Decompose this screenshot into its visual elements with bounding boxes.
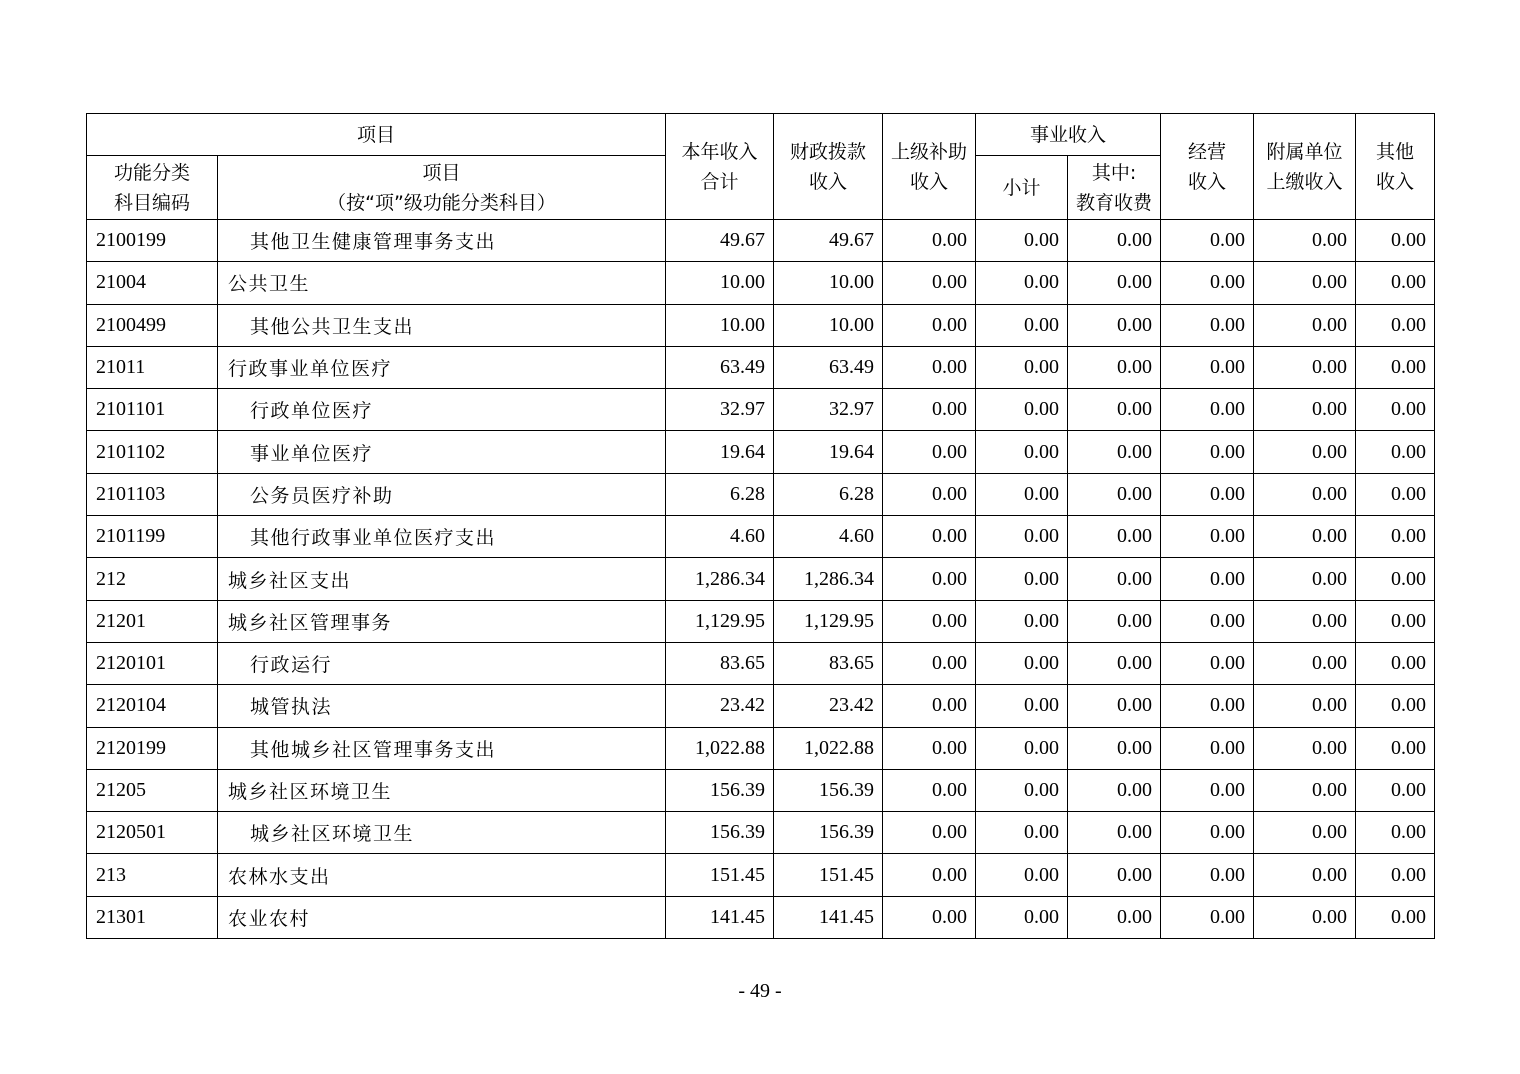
row-edu-fee: 0.00 xyxy=(1068,600,1161,642)
page-number: - 49 - xyxy=(738,980,782,1002)
row-other: 0.00 xyxy=(1356,220,1435,262)
row-edu-fee: 0.00 xyxy=(1068,346,1161,388)
row-other: 0.00 xyxy=(1356,727,1435,769)
row-edu-fee: 0.00 xyxy=(1068,642,1161,684)
row-name: 事业单位医疗 xyxy=(218,431,666,473)
row-name: 其他卫生健康管理事务支出 xyxy=(218,220,666,262)
header-name xyxy=(218,156,666,220)
row-fiscal: 151.45 xyxy=(774,854,883,896)
row-operating: 0.00 xyxy=(1161,685,1254,727)
row-superior: 0.00 xyxy=(883,304,976,346)
row-edu-fee: 0.00 xyxy=(1068,431,1161,473)
row-affiliated: 0.00 xyxy=(1254,262,1356,304)
row-affiliated: 0.00 xyxy=(1254,642,1356,684)
header-code xyxy=(87,156,218,220)
table-row xyxy=(87,558,1435,600)
row-edu-fee: 0.00 xyxy=(1068,854,1161,896)
row-code: 21201 xyxy=(87,600,218,642)
row-code: 2100199 xyxy=(87,220,218,262)
row-operating: 0.00 xyxy=(1161,220,1254,262)
row-affiliated: 0.00 xyxy=(1254,220,1356,262)
row-code: 2120104 xyxy=(87,685,218,727)
row-code: 21004 xyxy=(87,262,218,304)
row-affiliated: 0.00 xyxy=(1254,516,1356,558)
row-superior: 0.00 xyxy=(883,769,976,811)
row-operating: 0.00 xyxy=(1161,431,1254,473)
row-subtotal: 0.00 xyxy=(976,896,1068,938)
row-name: 城乡社区支出 xyxy=(218,558,666,600)
header-subtotal: 小计 xyxy=(976,156,1068,220)
row-fiscal: 1,129.95 xyxy=(774,600,883,642)
row-name: 城乡社区环境卫生 xyxy=(218,812,666,854)
table-row xyxy=(87,854,1435,896)
header-name-line2: （按“项”级功能分类科目） xyxy=(327,191,556,214)
row-other: 0.00 xyxy=(1356,304,1435,346)
row-total: 156.39 xyxy=(666,769,774,811)
row-affiliated: 0.00 xyxy=(1254,896,1356,938)
table-row xyxy=(87,431,1435,473)
row-total: 1,022.88 xyxy=(666,727,774,769)
header-fiscal-line2: 收入 xyxy=(809,170,848,193)
row-total: 19.64 xyxy=(666,431,774,473)
row-other: 0.00 xyxy=(1356,685,1435,727)
table-row xyxy=(87,685,1435,727)
row-name: 公务员医疗补助 xyxy=(218,473,666,515)
row-total: 6.28 xyxy=(666,473,774,515)
header-other-line1: 其他 xyxy=(1376,140,1415,163)
row-affiliated: 0.00 xyxy=(1254,727,1356,769)
row-edu-fee: 0.00 xyxy=(1068,769,1161,811)
header-superior xyxy=(883,114,976,220)
row-fiscal: 49.67 xyxy=(774,220,883,262)
table-header xyxy=(87,114,1435,220)
row-other: 0.00 xyxy=(1356,262,1435,304)
header-fiscal xyxy=(774,114,883,220)
row-name: 其他城乡社区管理事务支出 xyxy=(218,727,666,769)
row-other: 0.00 xyxy=(1356,389,1435,431)
header-business-group: 事业收入 xyxy=(976,114,1161,156)
row-edu-fee: 0.00 xyxy=(1068,220,1161,262)
table-body xyxy=(87,220,1435,939)
row-total: 23.42 xyxy=(666,685,774,727)
row-affiliated: 0.00 xyxy=(1254,431,1356,473)
row-subtotal: 0.00 xyxy=(976,854,1068,896)
row-name: 农业农村 xyxy=(218,896,666,938)
row-superior: 0.00 xyxy=(883,896,976,938)
row-fiscal: 156.39 xyxy=(774,812,883,854)
row-code: 2120501 xyxy=(87,812,218,854)
row-total: 4.60 xyxy=(666,516,774,558)
row-fiscal: 4.60 xyxy=(774,516,883,558)
row-superior: 0.00 xyxy=(883,346,976,388)
row-total: 10.00 xyxy=(666,304,774,346)
header-other-line2: 收入 xyxy=(1376,170,1415,193)
row-other: 0.00 xyxy=(1356,854,1435,896)
income-table xyxy=(86,113,1435,939)
row-operating: 0.00 xyxy=(1161,389,1254,431)
row-total: 32.97 xyxy=(666,389,774,431)
row-affiliated: 0.00 xyxy=(1254,812,1356,854)
header-operating-line2: 收入 xyxy=(1188,170,1227,193)
header-item-group: 项目 xyxy=(87,114,666,156)
row-fiscal: 10.00 xyxy=(774,262,883,304)
row-code: 2101103 xyxy=(87,473,218,515)
row-other: 0.00 xyxy=(1356,896,1435,938)
row-fiscal: 141.45 xyxy=(774,896,883,938)
row-edu-fee: 0.00 xyxy=(1068,304,1161,346)
row-operating: 0.00 xyxy=(1161,346,1254,388)
row-superior: 0.00 xyxy=(883,854,976,896)
row-subtotal: 0.00 xyxy=(976,389,1068,431)
row-subtotal: 0.00 xyxy=(976,262,1068,304)
row-code: 2101199 xyxy=(87,516,218,558)
table-row xyxy=(87,346,1435,388)
row-other: 0.00 xyxy=(1356,558,1435,600)
row-total: 141.45 xyxy=(666,896,774,938)
row-subtotal: 0.00 xyxy=(976,558,1068,600)
row-subtotal: 0.00 xyxy=(976,516,1068,558)
row-fiscal: 1,286.34 xyxy=(774,558,883,600)
row-code: 213 xyxy=(87,854,218,896)
table-row xyxy=(87,304,1435,346)
row-total: 1,129.95 xyxy=(666,600,774,642)
row-other: 0.00 xyxy=(1356,473,1435,515)
row-total: 151.45 xyxy=(666,854,774,896)
row-superior: 0.00 xyxy=(883,262,976,304)
row-superior: 0.00 xyxy=(883,558,976,600)
row-other: 0.00 xyxy=(1356,516,1435,558)
header-superior-line1: 上级补助 xyxy=(891,140,968,163)
header-code-line1: 功能分类 xyxy=(113,161,190,184)
header-total-line1: 本年收入 xyxy=(681,140,758,163)
header-superior-line2: 收入 xyxy=(910,170,949,193)
row-edu-fee: 0.00 xyxy=(1068,473,1161,515)
row-subtotal: 0.00 xyxy=(976,346,1068,388)
header-fiscal-line1: 财政拨款 xyxy=(790,140,867,163)
row-total: 49.67 xyxy=(666,220,774,262)
row-fiscal: 6.28 xyxy=(774,473,883,515)
row-name: 行政单位医疗 xyxy=(218,389,666,431)
row-edu-fee: 0.00 xyxy=(1068,896,1161,938)
row-affiliated: 0.00 xyxy=(1254,389,1356,431)
row-operating: 0.00 xyxy=(1161,473,1254,515)
row-edu-fee: 0.00 xyxy=(1068,727,1161,769)
row-fiscal: 156.39 xyxy=(774,769,883,811)
row-operating: 0.00 xyxy=(1161,262,1254,304)
table-row xyxy=(87,516,1435,558)
row-subtotal: 0.00 xyxy=(976,812,1068,854)
row-operating: 0.00 xyxy=(1161,812,1254,854)
row-superior: 0.00 xyxy=(883,812,976,854)
row-edu-fee: 0.00 xyxy=(1068,389,1161,431)
table-row xyxy=(87,262,1435,304)
row-code: 2100499 xyxy=(87,304,218,346)
row-superior: 0.00 xyxy=(883,220,976,262)
row-code: 212 xyxy=(87,558,218,600)
row-edu-fee: 0.00 xyxy=(1068,262,1161,304)
row-code: 2101101 xyxy=(87,389,218,431)
row-affiliated: 0.00 xyxy=(1254,769,1356,811)
table-row xyxy=(87,600,1435,642)
row-other: 0.00 xyxy=(1356,812,1435,854)
row-fiscal: 83.65 xyxy=(774,642,883,684)
row-name: 城乡社区管理事务 xyxy=(218,600,666,642)
row-subtotal: 0.00 xyxy=(976,431,1068,473)
header-edu xyxy=(1068,156,1161,220)
row-subtotal: 0.00 xyxy=(976,473,1068,515)
row-total: 83.65 xyxy=(666,642,774,684)
row-name: 农林水支出 xyxy=(218,854,666,896)
row-subtotal: 0.00 xyxy=(976,304,1068,346)
row-superior: 0.00 xyxy=(883,727,976,769)
header-total-line2: 合计 xyxy=(700,170,739,193)
row-fiscal: 63.49 xyxy=(774,346,883,388)
row-operating: 0.00 xyxy=(1161,727,1254,769)
row-name: 其他公共卫生支出 xyxy=(218,304,666,346)
row-name: 公共卫生 xyxy=(218,262,666,304)
row-other: 0.00 xyxy=(1356,346,1435,388)
row-fiscal: 23.42 xyxy=(774,685,883,727)
row-superior: 0.00 xyxy=(883,642,976,684)
table-row xyxy=(87,389,1435,431)
table-row xyxy=(87,220,1435,262)
row-code: 2120101 xyxy=(87,642,218,684)
row-fiscal: 19.64 xyxy=(774,431,883,473)
row-other: 0.00 xyxy=(1356,642,1435,684)
row-total: 1,286.34 xyxy=(666,558,774,600)
row-edu-fee: 0.00 xyxy=(1068,685,1161,727)
row-total: 156.39 xyxy=(666,812,774,854)
header-other xyxy=(1356,114,1435,220)
header-affiliated xyxy=(1254,114,1356,220)
row-subtotal: 0.00 xyxy=(976,685,1068,727)
row-operating: 0.00 xyxy=(1161,516,1254,558)
table-row xyxy=(87,642,1435,684)
header-affiliated-line2: 上缴收入 xyxy=(1266,170,1343,193)
row-code: 2101102 xyxy=(87,431,218,473)
row-other: 0.00 xyxy=(1356,769,1435,811)
table-row xyxy=(87,896,1435,938)
row-affiliated: 0.00 xyxy=(1254,346,1356,388)
header-name-line1: 项目 xyxy=(422,161,461,184)
row-edu-fee: 0.00 xyxy=(1068,812,1161,854)
row-operating: 0.00 xyxy=(1161,769,1254,811)
row-code: 21205 xyxy=(87,769,218,811)
row-fiscal: 10.00 xyxy=(774,304,883,346)
row-fiscal: 1,022.88 xyxy=(774,727,883,769)
row-superior: 0.00 xyxy=(883,685,976,727)
row-superior: 0.00 xyxy=(883,516,976,558)
row-operating: 0.00 xyxy=(1161,558,1254,600)
row-affiliated: 0.00 xyxy=(1254,854,1356,896)
header-edu-line2: 教育收费 xyxy=(1076,191,1153,214)
row-superior: 0.00 xyxy=(883,389,976,431)
row-edu-fee: 0.00 xyxy=(1068,558,1161,600)
row-subtotal: 0.00 xyxy=(976,220,1068,262)
row-operating: 0.00 xyxy=(1161,600,1254,642)
row-code: 21011 xyxy=(87,346,218,388)
row-subtotal: 0.00 xyxy=(976,600,1068,642)
table-row xyxy=(87,812,1435,854)
table-row xyxy=(87,769,1435,811)
row-name: 城乡社区环境卫生 xyxy=(218,769,666,811)
row-other: 0.00 xyxy=(1356,600,1435,642)
row-superior: 0.00 xyxy=(883,473,976,515)
row-code: 21301 xyxy=(87,896,218,938)
row-affiliated: 0.00 xyxy=(1254,304,1356,346)
row-edu-fee: 0.00 xyxy=(1068,516,1161,558)
row-superior: 0.00 xyxy=(883,600,976,642)
row-operating: 0.00 xyxy=(1161,896,1254,938)
row-operating: 0.00 xyxy=(1161,854,1254,896)
row-affiliated: 0.00 xyxy=(1254,685,1356,727)
header-code-line2: 科目编码 xyxy=(113,191,190,214)
header-affiliated-line1: 附属单位 xyxy=(1266,140,1343,163)
row-total: 10.00 xyxy=(666,262,774,304)
row-affiliated: 0.00 xyxy=(1254,600,1356,642)
row-name: 行政运行 xyxy=(218,642,666,684)
row-name: 行政事业单位医疗 xyxy=(218,346,666,388)
table-row xyxy=(87,473,1435,515)
row-superior: 0.00 xyxy=(883,431,976,473)
row-affiliated: 0.00 xyxy=(1254,558,1356,600)
row-subtotal: 0.00 xyxy=(976,642,1068,684)
header-total xyxy=(666,114,774,220)
row-code: 2120199 xyxy=(87,727,218,769)
row-operating: 0.00 xyxy=(1161,304,1254,346)
header-operating-line1: 经营 xyxy=(1188,140,1227,163)
row-name: 城管执法 xyxy=(218,685,666,727)
row-total: 63.49 xyxy=(666,346,774,388)
row-name: 其他行政事业单位医疗支出 xyxy=(218,516,666,558)
row-subtotal: 0.00 xyxy=(976,727,1068,769)
row-fiscal: 32.97 xyxy=(774,389,883,431)
table-row xyxy=(87,727,1435,769)
row-affiliated: 0.00 xyxy=(1254,473,1356,515)
header-edu-line1: 其中: xyxy=(1091,161,1137,184)
header-operating xyxy=(1161,114,1254,220)
row-subtotal: 0.00 xyxy=(976,769,1068,811)
row-other: 0.00 xyxy=(1356,431,1435,473)
row-operating: 0.00 xyxy=(1161,642,1254,684)
